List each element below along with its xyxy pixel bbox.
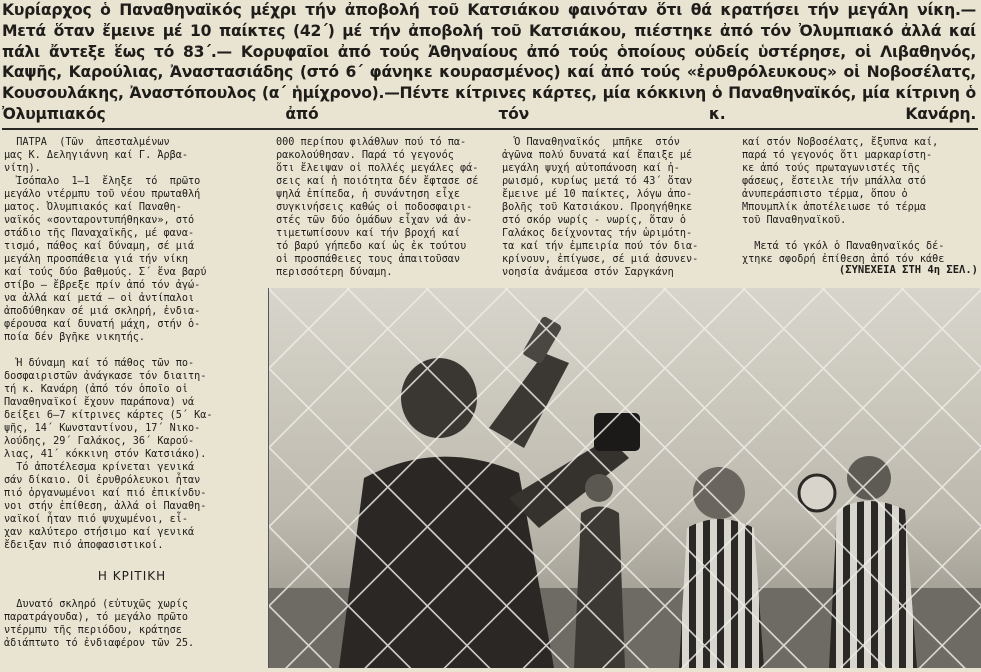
lead-divider <box>2 128 978 130</box>
column-1-body-after: Δυνατό σκληρό (εὐτυχῶς χωρίς παρατράγουδα), τό μεγάλο πρῶτο ντέρμπυ τῆς περιόδου, κράτησε ἀδιάπτωτο τό ἐνδιαφέρον τῶν 25. <box>4 599 195 649</box>
lead-paragraph: Κυρίαρχος ὁ Παναθηναϊκός μέχρι τήν ἀποβολή τοῦ Κατσιάκου φαινόταν ὅτι θά κρατήσει τήν μεγάλη νίκη.— Μετά ὅταν ἔμεινε μέ 10 παίκτες (42΄) μέ τήν ἀποβολή τοῦ Κατσιάκου, πιέστηκε ἀπό τόν Ὀλυμπιακό ἀλλά καί πάλι ἄντεξε ἕως τό 83΄.— Κορυφαῖοι ἀπό τούς Ἀθηναίους ἀπό τούς ὁποίους οὐδείς ὑστέρησε, οἱ Λιβαθηνός, Καψῆς, Καρούλιας, Ἀναστασιάδης (στό 6΄ φάνηκε κουρασμένος) καί ἀπό τούς «ἐρυθρόλευκους» οἱ Νοβοσέλατς, Κουσουλάκης, Ἀναστόπουλος (α΄ ἡμίχρονο).—Πέντε κίτρινες κάρτες, μία κόκκινη ὁ Παναθηναϊκός, μία κίτρινη ὁ Ὀλυμπιακός ἀπό τόν κ. Κανάρη. <box>2 1 976 123</box>
subheading-critique: Η ΚΡΙΤΙΚΗ <box>97 569 167 583</box>
wire-fence-overlay <box>269 288 981 668</box>
continued-notice: (ΣΥΝΕΧΕΙΑ ΣΤΗ 4η ΣΕΛ.) <box>838 264 978 276</box>
column-4-text: καί στόν Νοβοσέλατς, ἔξυπνα καί, παρά τό γεγονός ὅτι μαρκαρίστη- κε ἀπό τούς πρωταγωνιστές τῆς φάσεως, ἔστειλε τήν μπάλλα στό ἀνυπεράσπιστο τέρμα, ὅπου ὁ Μπουμπλίκ ἀποτέλειωσε τό τέρμα τοῦ Παναθηναϊκοῦ. Μετά τό γκόλ ὁ Παναθηναϊκός δέ- χτηκε σφοδρή ἐπίθεση ἀπό τόν κάθε <box>742 137 945 265</box>
match-photograph <box>268 288 981 668</box>
photo-illustration <box>269 288 981 668</box>
column-2-text: 000 περίπου φιλάθλων πού τό πα- ρακολούθησαν. Παρά τό γεγονός ὅτι ἔλειψαν οἱ πολλές μεγάλες φά- σεις καί ἡ ποιότητα δέν ἔφτασε σέ ψηλά ἐπίπεδα, ἡ συνάντηση εἶχε συγκινήσεις καθώς οἱ ποδοσφαιρι- στές τῶν δύο ὁμάδων εἶχαν νά ἀν- τιμετωπίσουν καί τήν βροχή καί τό βαρύ γήπεδο καί ὡς ἐκ τούτου οἱ προσπάθειες τους ἀπαιτοῦσαν περισσότερη δύναμη. <box>276 137 479 278</box>
column-1-text-after <box>4 598 260 668</box>
column-1-text <box>4 136 260 666</box>
column-3-text: Ὁ Παναθηναϊκός μπῆκε στόν ἀγῶνα πολύ δυνατά καί ἔπαιξε μέ μεγάλη ψυχή αὐτοπάνοση καί ἠ- ρωισμό, κυρίως μετά τό 43΄ ὅταν ἔμεινε μέ 10 παίκτες, λόγω ἀπο- βολῆς τοῦ Κατσιάκου. Προηγήθηκε στό σκόρ νωρίς - νωρίς, ὅταν ὁ Γαλάκος δείχνοντας τήν ὡριμότη- τα καί τήν ἐμπειρία πού τόν δια- κρίνουν, ἐπίγωσε, σέ μιά ἀσυνεν- νοησία ἀνάμεσα στόν Σαργκάνη <box>502 137 699 278</box>
column-1-body: ΠΑΤΡΑ (Τῶν ἀπεσταλμένων μας Κ. Δεληγιάννη καί Γ. Ἀρβα- νίτη). Ἰσόπαλο 1—1 ἔληξε τό πρῶτο μεγάλο ντέρμπυ τοῦ νέου πρωταθλή ματος. Ὀλυμπιακός καί Παναθη- ναϊκός «σονταροντυπήθηκαν», στό στάδιο τῆς Παναχαϊκῆς, μέ φανα- τισμό, πάθος καί δύναμη, σέ μιά μεγάλη προσπάθεια γιά τήν νίκη καί τούς δύο βαθμούς. Σ΄ ἕνα βαρύ στίβο — ἔβρεξε πρίν ἀπό τόν ἀγώ- να ἀλλά καί μετά — οἱ ἀντίπαλοι ἀποδύθηκαν σέ μιά σκληρή, ἐνδια- φέρουσα καί δυνατή μάχη, στήν ὁ- ποία δέν βγῆκε νικητής. Ἡ δύναμη καί τό πάθος τῶν πο- δοσφαιριστῶν ἀνάγκασε τόν διαιτη- τή κ. Κανάρη (ἀπό τόν ὁποῖο οἱ Παναθηναϊκοί ἔχουν παράπονα) νά δείξει 6—7 κίτρινες κάρτες (5΄ Κα- ψῆς, 14΄ Κωνσταντίνου, 17΄ Νικο- λούδης, 29΄ Γαλάκος, 36΄ Καρού- λιας, 41΄ κόκκινη στόν Κατσιάκο). Τό ἀποτέλεσμα κρίνεται γενικά σάν δίκαιο. Οἱ ἐρυθρόλευκοι ἦταν πιό ὀργανωμένοι καί πιό ἐπικίνδυ- νοι στήν ἐπίθεση, ἀλλά οἱ Παναθη- ναϊκοί ἦταν πιό ψυχωμένοι, εἶ- χαν καλύτερο στήσιμο καί γενικά ἔδειξαν πιό ἀποφασιστικοί. <box>4 137 213 551</box>
